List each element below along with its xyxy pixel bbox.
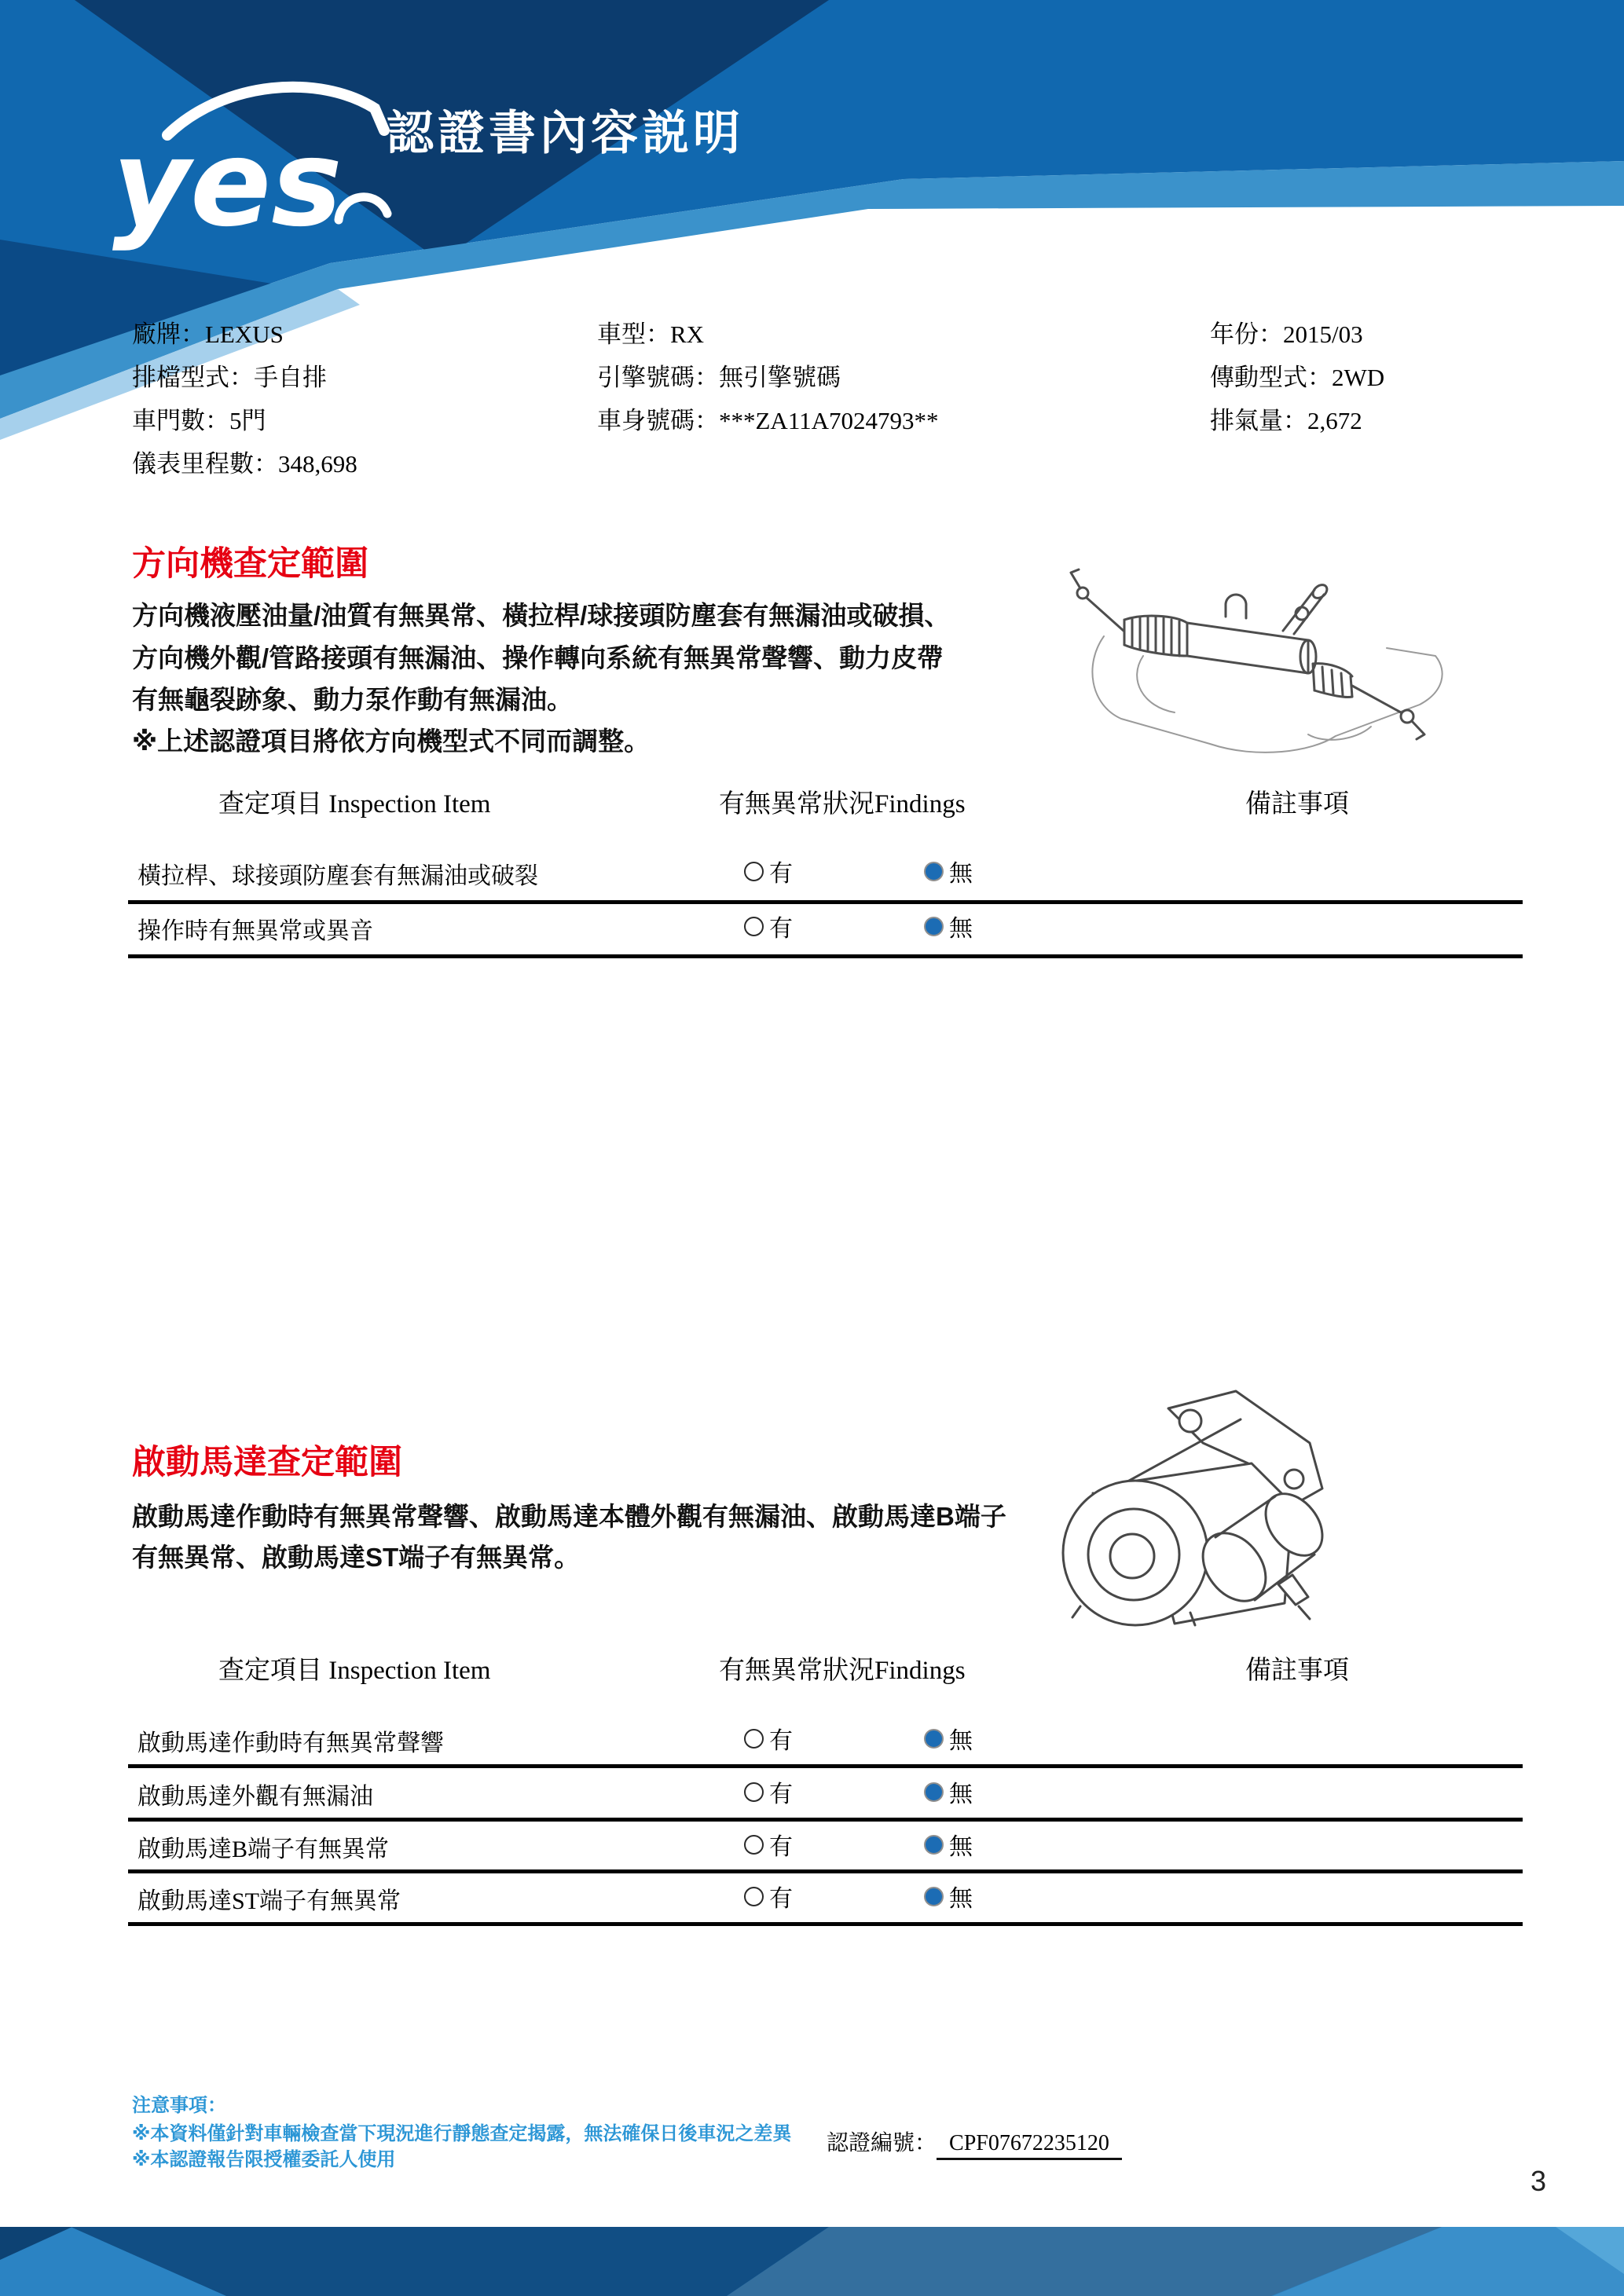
steering-desc-line3: 有無龜裂跡象、動力泵作動有無漏油。 [132,685,573,714]
finding-no-label: 無 [949,1728,973,1754]
page-title: 認證書內容説明 [387,107,744,159]
vehicle-info-engine-no: 引擎號碼：無引擎號碼 [597,364,841,391]
notes-title: 注意事項： [132,2095,226,2116]
vehicle-info-mileage: 儀表里程數：348,698 [132,450,357,478]
t1-header-remarks: 備註事項 [1245,790,1349,818]
findings-radio-group [744,1830,973,1858]
findings-radio-group [744,1882,973,1910]
vehicle-info-model: 車型：RX [597,320,705,348]
certificate-line [827,2126,1122,2160]
vehicle-info-col2 [597,313,939,442]
inspection-row-label: 操作時有無異常或異音 [137,918,373,944]
finding-yes-label: 有 [769,1834,793,1860]
findings-radio-group [744,1724,973,1752]
steering-note: ※上述認證項目將依方向機型式不同而調整。 [132,727,651,756]
steering-rack-illustration [1049,538,1465,758]
vehicle-info-brand: 廠牌：LEXUS [132,320,284,348]
row-divider [128,1869,1523,1873]
findings-radio-group [744,1778,973,1806]
logo-text: yes [112,114,343,253]
inspection-row-label: 啟動馬達外觀有無漏油 [137,1784,373,1810]
t2-header-findings: 有無異常狀況Findings [719,1657,966,1685]
yes-logo [106,63,412,259]
finding-no-radio[interactable] [924,1782,944,1802]
vehicle-info-col3 [1210,313,1384,442]
finding-no-label: 無 [949,1834,973,1860]
finding-yes-label: 有 [769,916,793,942]
finding-yes-radio[interactable] [744,1729,764,1749]
finding-yes-radio[interactable] [744,917,764,936]
certificate-label: 認證編號： [827,2131,937,2155]
starter-desc-line1: 啟動馬達作動時有無異常聲響、啟動馬達本體外觀有無漏油、啟動馬達B端子 [132,1502,1006,1531]
finding-no-radio[interactable] [924,1729,944,1749]
finding-yes-radio[interactable] [744,1782,764,1802]
row-divider [128,1764,1523,1768]
t2-header-item: 查定項目 Inspection Item [218,1657,491,1685]
finding-no-radio[interactable] [924,862,944,881]
section-title-steering: 方向機查定範圍 [132,545,368,583]
finding-yes-label: 有 [769,1886,793,1912]
finding-no-radio[interactable] [924,1835,944,1855]
notes-line2: ※本認證報告限授權委託人使用 [132,2149,396,2170]
findings-radio-group [744,857,973,885]
finding-no-radio[interactable] [924,917,944,936]
inspection-row-label: 啟動馬達B端子有無異常 [137,1836,390,1862]
section-title-starter: 啟動馬達查定範圍 [132,1444,402,1481]
steering-desc-line1: 方向機液壓油量/油質有無異常、橫拉桿/球接頭防塵套有無漏油或破損、 [132,601,951,630]
finding-yes-radio[interactable] [744,1887,764,1906]
vehicle-info-doors: 車門數：5門 [132,407,266,434]
finding-no-label: 無 [949,1782,973,1807]
finding-yes-radio[interactable] [744,1835,764,1855]
vehicle-info-col1 [132,313,357,485]
finding-no-label: 無 [949,1886,973,1912]
finding-yes-label: 有 [769,1782,793,1807]
row-divider [128,1818,1523,1822]
vehicle-info-year: 年份：2015/03 [1210,320,1363,348]
starter-desc-line2: 有無異常、啟動馬達ST端子有無異常。 [132,1543,581,1572]
footer-band [0,2227,1624,2296]
steering-desc-line2: 方向機外觀/管路接頭有無漏油、操作轉向系統有無異常聲響、動力皮帶 [132,643,944,672]
page-number: 3 [1531,2165,1547,2197]
t1-header-item: 查定項目 Inspection Item [218,790,491,818]
notes-line1: ※本資料僅針對車輛檢查當下現況進行靜態查定揭露，無法確保日後車況之差異 [132,2123,792,2144]
inspection-row-label: 啟動馬達作動時有無異常聲響 [137,1730,444,1756]
finding-no-radio[interactable] [924,1887,944,1906]
finding-no-label: 無 [949,916,973,942]
car-wheel-arc-icon [339,197,387,220]
certificate-number: CPF07672235120 [937,2131,1122,2160]
findings-radio-group [744,912,973,940]
row-divider [128,954,1523,958]
finding-yes-label: 有 [769,861,793,887]
inspection-row-label: 橫拉桿、球接頭防塵套有無漏油或破裂 [137,863,538,889]
t1-header-findings: 有無異常狀況Findings [719,790,966,818]
starter-motor-illustration [1049,1371,1371,1630]
row-divider [128,1922,1523,1926]
t2-header-remarks: 備註事項 [1245,1657,1349,1685]
vehicle-info-drivetrain: 傳動型式：2WD [1210,364,1385,391]
inspection-row-label: 啟動馬達ST端子有無異常 [137,1888,401,1914]
vehicle-info-gearbox: 排檔型式：手自排 [132,364,327,391]
row-divider [128,900,1523,904]
finding-yes-label: 有 [769,1728,793,1754]
vehicle-info-vin: 車身號碼：***ZA11A7024793** [597,407,939,434]
vehicle-info-displacement: 排氣量：2,672 [1210,407,1362,434]
finding-no-label: 無 [949,861,973,887]
finding-yes-radio[interactable] [744,862,764,881]
